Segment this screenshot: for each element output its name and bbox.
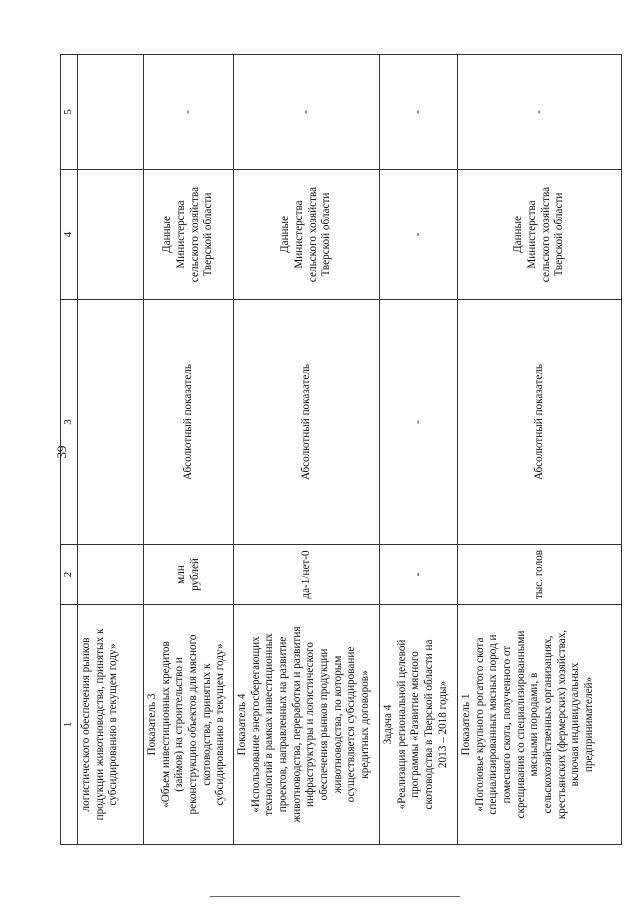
text-line: специализированных мясных пород и	[487, 634, 500, 815]
indicator-type-cell: Абсолютный показатель	[234, 300, 380, 545]
text-line: крестьянских (фермерских) хозяйствах,	[555, 629, 568, 820]
footer-rule	[210, 896, 460, 897]
text-line: Тверской области	[320, 192, 333, 277]
header-col-2: 2	[61, 545, 78, 605]
text-line: кредитных договоров»	[358, 670, 371, 779]
note-cell: -	[234, 55, 380, 170]
text-line: реконструкцию объектов для мясного	[186, 634, 199, 815]
table-row	[144, 55, 234, 845]
source-cell	[144, 170, 234, 300]
indicator-name-cell	[234, 605, 380, 845]
unit-cell: -	[380, 545, 458, 605]
rotated-table-container	[60, 55, 620, 845]
indicator-name-cell	[78, 605, 144, 845]
text-line: сельскохозяйственных организациях,	[541, 635, 554, 814]
text-line: животноводства, по которым	[331, 655, 344, 794]
text-line: осуществляется субсидирование	[345, 646, 358, 803]
text-line: Показатель 4	[236, 693, 248, 756]
table-body	[78, 55, 622, 845]
header-row	[61, 55, 78, 845]
text-line: сельского хозяйства	[539, 186, 552, 283]
text-line: Задача 4	[382, 704, 394, 745]
text-line: Министерства	[174, 200, 187, 269]
text-line: сельского хозяйства	[306, 186, 319, 283]
indicator-type-cell: Абсолютный показатель	[458, 300, 622, 545]
text-line: Тверской области	[202, 192, 215, 277]
text-line: Данные	[512, 215, 525, 254]
source-cell	[78, 170, 144, 300]
unit-cell: да-1/нет-0	[234, 545, 380, 605]
unit-cell: млн рублей	[144, 545, 234, 605]
text-line: скотоводства, принятых к	[200, 663, 213, 786]
header-col-5: 5	[61, 55, 78, 170]
indicators-table	[60, 54, 622, 845]
page-number: 39	[54, 445, 69, 459]
note-cell: -	[380, 55, 458, 170]
text-line: технологий в рамках инвестиционных	[263, 633, 276, 816]
text-line: «Реализация региональной целевой	[395, 639, 408, 810]
text-line: инфраструктуры и логистического	[304, 642, 317, 807]
unit-cell: тыс. голов	[458, 545, 622, 605]
header-col-4: 4	[61, 170, 78, 300]
indicator-type-cell	[78, 300, 144, 545]
text-line: Министерства	[525, 200, 538, 269]
text-line: помесного скота, полученного от	[500, 645, 513, 804]
text-line: Тверской области	[553, 192, 566, 277]
text-line: «Объем инвестиционных кредитов	[159, 641, 172, 808]
source-cell: -	[380, 170, 458, 300]
text-line: предпринимателей»	[582, 676, 595, 773]
table-row	[234, 55, 380, 845]
text-line: обеспечения рынков продукции	[317, 648, 330, 801]
text-line: Данные	[161, 215, 174, 254]
indicator-name-cell	[380, 605, 458, 845]
text-line: Показатель 3	[146, 693, 158, 756]
indicator-name-cell	[458, 605, 622, 845]
table-row	[380, 55, 458, 845]
header-col-1: 1	[61, 605, 78, 845]
unit-cell	[78, 545, 144, 605]
text-line: продукции животноводства, принятых к	[93, 628, 106, 821]
text-line: программы «Развитие мясного	[409, 651, 422, 798]
source-cell	[458, 170, 622, 300]
text-line: Данные	[279, 215, 292, 254]
indicator-type-cell: -	[380, 300, 458, 545]
table-row	[78, 55, 144, 845]
text-line: Показатель 1	[460, 693, 472, 756]
text-line: сельского хозяйства	[188, 186, 201, 283]
note-cell: -	[458, 55, 622, 170]
text-line: субсидированию в текущем году»	[214, 643, 227, 806]
text-line: 2013 – 2018 годы»	[436, 680, 449, 769]
table-row	[458, 55, 622, 845]
text-line: скотоводства в Тверской области на	[422, 639, 435, 810]
indicator-name-cell	[144, 605, 234, 845]
header-col-3: 3	[61, 300, 78, 545]
text-line: проектов, направленных на развитие	[276, 636, 289, 813]
text-line: животноводства, переработки и развития	[290, 626, 303, 823]
text-line: Министерства	[292, 200, 305, 269]
note-cell	[78, 55, 144, 170]
text-line: «Использование энергосберегающих	[249, 636, 262, 813]
note-cell: -	[144, 55, 234, 170]
text-line: мясными породами, в	[528, 672, 541, 777]
text-line: (займов) на строительство и	[173, 657, 186, 792]
text-line: включая индивидуальных	[569, 662, 582, 787]
text-line: субсидированию в текущем году»	[107, 643, 120, 806]
text-line: логистического обеспечения рынков	[80, 637, 92, 812]
indicator-type-cell: Абсолютный показатель	[144, 300, 234, 545]
text-line: скрещивания со специализированными	[514, 630, 527, 819]
source-cell	[234, 170, 380, 300]
text-line: «Поголовье крупного рогатого скота	[473, 637, 486, 812]
